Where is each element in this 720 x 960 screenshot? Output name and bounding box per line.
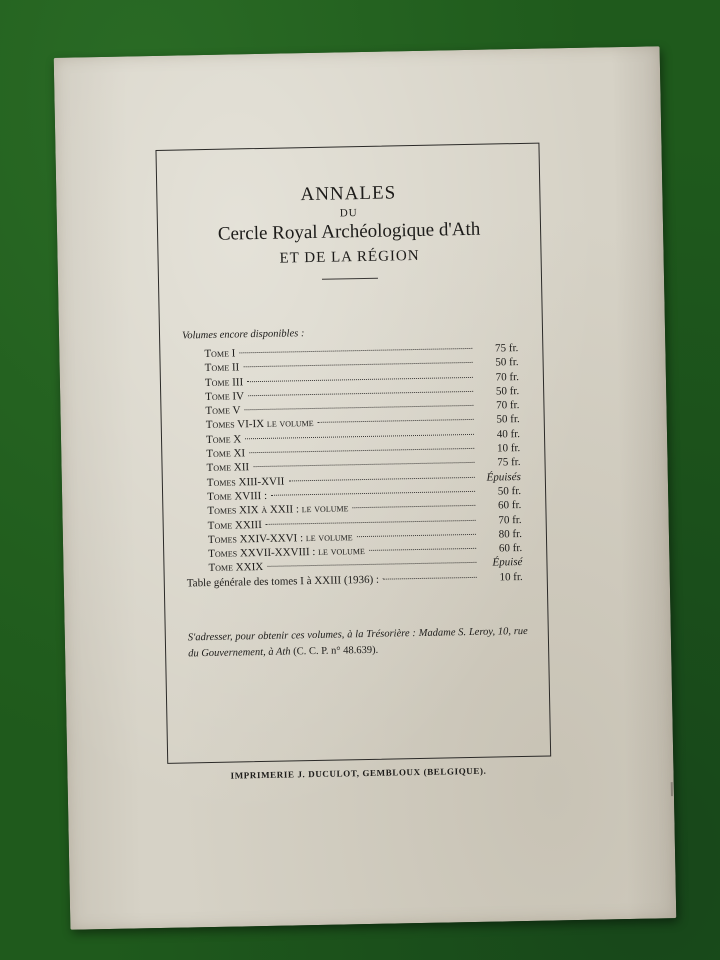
volume-name: Tome XVIII : — [207, 489, 268, 503]
volume-name: Tome XII — [206, 461, 250, 475]
pencil-mark — [671, 782, 673, 796]
volume-name: Tomes VI-IX le volume — [205, 417, 314, 432]
dot-leader — [352, 505, 475, 508]
volume-name: Tome XXIX — [208, 561, 264, 575]
volume-name: Tomes XIII-XVII — [206, 475, 285, 489]
volume-price: Épuisés — [486, 470, 521, 484]
volume-name: Tome III — [204, 375, 244, 389]
volume-price: 70 fr. — [498, 513, 522, 527]
dot-leader — [239, 348, 472, 353]
volume-price: 60 fr. — [498, 499, 522, 512]
dot-leader — [249, 448, 474, 453]
volume-name: Tomes XXVII-XXVIII : le volume — [208, 545, 365, 561]
dot-leader — [266, 519, 476, 524]
volume-price: 40 fr. — [496, 427, 521, 441]
volume-price: 50 fr. — [496, 413, 520, 426]
dot-leader — [248, 391, 473, 396]
dot-leader — [288, 477, 474, 482]
volume-name: Tome XI — [206, 447, 246, 461]
address-part3: (C. C. P. n° 48.639). — [293, 644, 379, 658]
volume-price: 50 fr. — [497, 484, 522, 498]
volume-name: Tome X — [205, 433, 242, 446]
volume-price: 70 fr. — [496, 399, 520, 412]
volume-price: 70 fr. — [495, 370, 520, 384]
dot-leader — [318, 419, 474, 423]
dot-leader — [253, 462, 474, 467]
dot-leader — [245, 434, 474, 439]
address-part2: Madame S. Leroy, 10, rue du Gouvernement, à Ath — [188, 625, 528, 660]
volume-name: Tome IV — [205, 390, 245, 403]
title-region: ET DE LA RÉGION — [279, 247, 420, 267]
dot-leader — [369, 548, 476, 551]
title-du: DU — [339, 207, 358, 220]
table-generale-name: Table générale des tomes I à XXIII (1936) : — [186, 573, 380, 590]
volume-name: Tome II — [204, 361, 240, 375]
volume-name: Tome I — [204, 347, 236, 361]
title-rule — [322, 278, 378, 280]
cover-frame — [155, 143, 551, 764]
booklet-back-cover — [54, 46, 677, 929]
volume-price: 80 fr. — [498, 527, 523, 541]
volume-price: 50 fr. — [495, 356, 519, 369]
volumes-list — [182, 324, 523, 590]
volume-name: Tomes XIX à XXII : le volume — [207, 502, 349, 518]
volume-name: Tome XXIII — [207, 518, 262, 532]
dot-leader — [247, 377, 473, 382]
dot-leader — [244, 405, 473, 410]
dot-leader — [357, 534, 476, 537]
printer-imprint: IMPRIMERIE J. DUCULOT, GEMBLOUX (BELGIQUE). — [230, 765, 487, 781]
title-block — [157, 180, 541, 283]
table-generale-price: 10 fr. — [499, 570, 523, 584]
title-cercle: Cercle Royal Archéologique d'Ath — [217, 218, 481, 245]
volume-name: Tomes XXIV-XXVI : le volume — [207, 531, 353, 546]
volume-price: 75 fr. — [497, 456, 521, 469]
address-part1: S'adresser, pour obtenir ces volumes, à la Trésorière : — [187, 628, 416, 644]
volumes-heading: Volumes encore disponibles : — [181, 328, 305, 342]
dot-leader — [271, 491, 475, 496]
volume-name: Tome V — [205, 404, 241, 418]
volume-price: 60 fr. — [498, 542, 523, 555]
volume-price: 75 fr. — [494, 342, 519, 355]
dot-leader — [383, 577, 477, 580]
address-block — [188, 624, 529, 663]
volume-price: Épuisé — [492, 556, 523, 570]
volume-price: 50 fr. — [495, 384, 520, 398]
dot-leader — [243, 362, 472, 367]
dot-leader — [267, 562, 476, 567]
volume-price: 10 fr. — [496, 442, 521, 455]
title-annales: ANNALES — [300, 182, 397, 206]
